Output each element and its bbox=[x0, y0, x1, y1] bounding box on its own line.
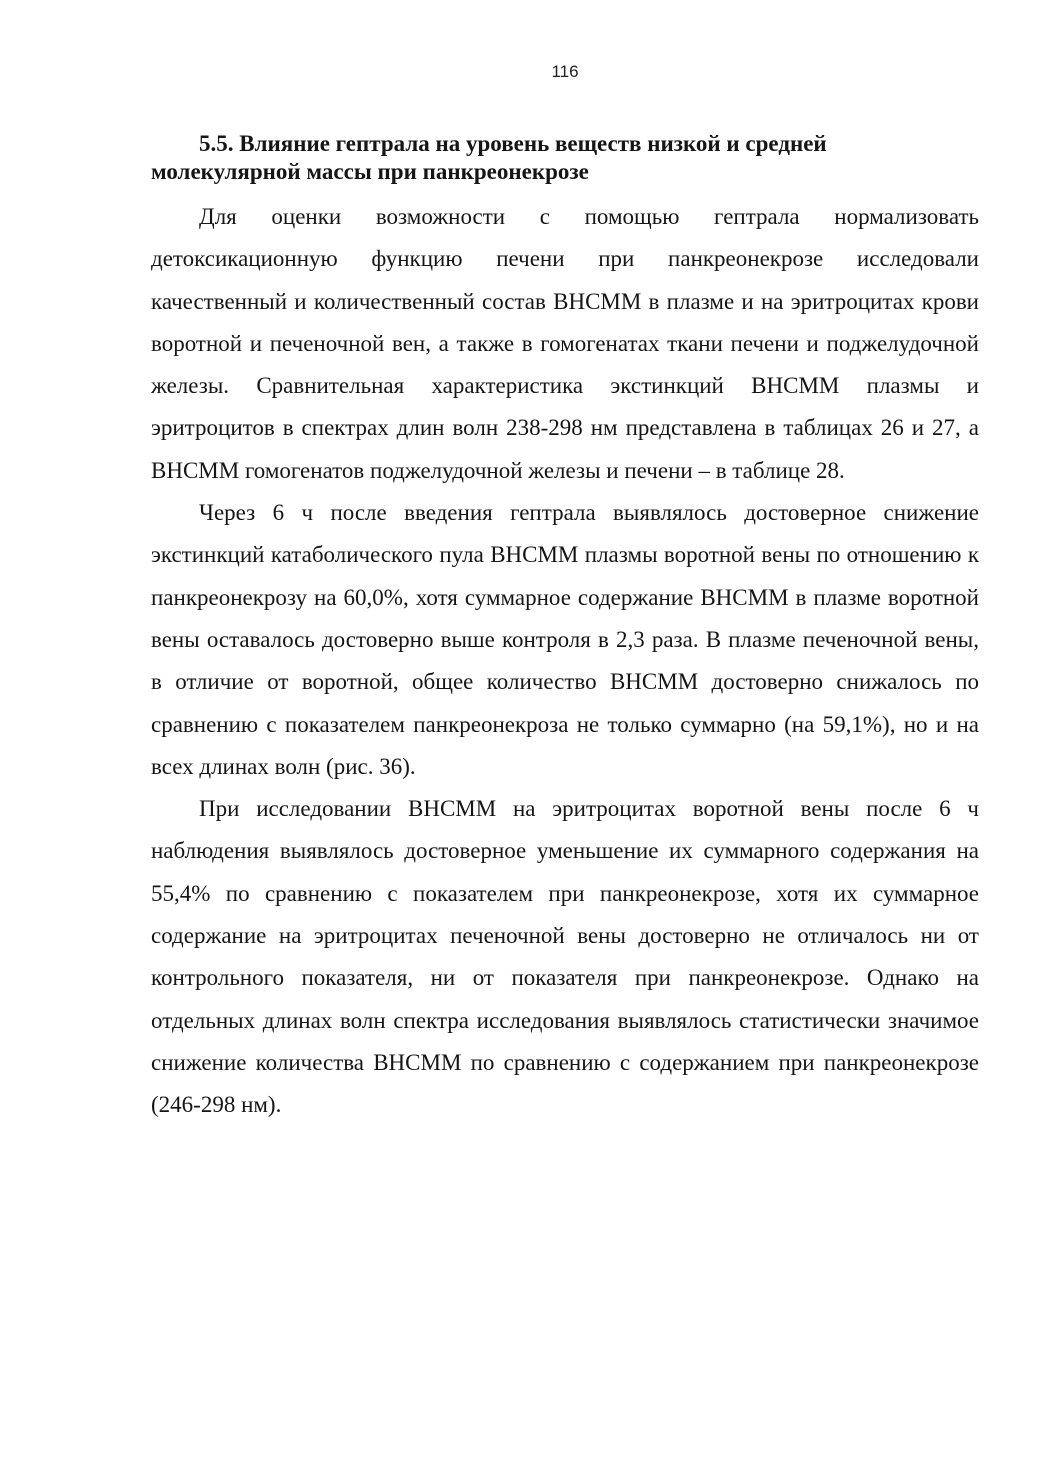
paragraph-2: Через 6 ч после введения гептрала выявлялось достоверное снижение экстинкций катаболического пула ВНСММ плазмы воротной вены по отношению к панкреонекрозу на 60,0%, хотя суммарное содержание ВНСММ в плазме воротной вены оставалось достоверно выше контроля в 2,3 раза. В плазме печеночной вены, в отличие от воротной, общее количество ВНСММ достоверно снижалось по сравнению с показателем панкреонекроза не только суммарно (на 59,1%), но и на всех длинах волн (рис. 36). bbox=[151, 500, 979, 779]
page-content bbox=[151, 130, 979, 1127]
section-heading: 5.5. Влияние гептрала на уровень веществ низкой и средней молекулярной массы при панкреонекрозе bbox=[151, 131, 827, 184]
page-number: 116 bbox=[551, 62, 579, 81]
paragraph-1: Для оценки возможности с помощью гептрала нормализовать детоксикационную функцию печени при панкреонекрозе исследовали качественный и количественный состав ВНСММ в плазме и на эритроцитах крови воротной и печеночной вен, а также в гомогенатах ткани печени и поджелудочной железы. Сравнительная характеристика экстинкций ВНСММ плазмы и эритроцитов в спектрах длин волн 238-298 нм представлена в таблицах 26 и 27, а ВНСММ гомогенатов поджелудочной железы и печени – в таблице 28. bbox=[151, 204, 979, 483]
paragraph-3: При исследовании ВНСММ на эритроцитах воротной вены после 6 ч наблюдения выявлялось достоверное уменьшение их суммарного содержания на 55,4% по сравнению с показателем при панкреонекрозе, хотя их суммарное содержание на эритроцитах печеночной вены достоверно не отличалось ни от контрольного показателя, ни от показателя при панкреонекрозе. Однако на отдельных длинах волн спектра исследования выявлялось статистически значимое снижение количества ВНСММ по сравнению с содержанием при панкреонекрозе (246-298 нм). bbox=[151, 796, 979, 1118]
